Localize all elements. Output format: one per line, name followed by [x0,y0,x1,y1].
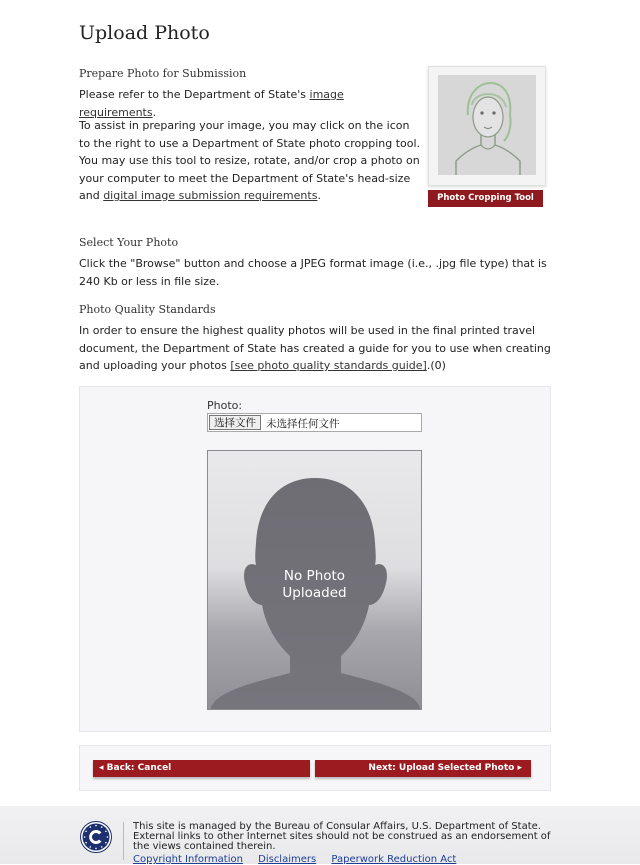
photo-quality-description: In order to ensure the highest quality photos will be used in the final printed travel document, the Department of State has created a guide for you to use when creating and uploading your photos [79,324,551,372]
cropping-tool-period: . [317,189,321,202]
copyright-information-link[interactable]: Copyright Information [133,854,243,865]
image-requirements-link[interactable]: image requirements [79,88,344,119]
footer-notice: This site is managed by the Bureau of Consular Affairs, U.S. Department of State. External links to other Internet sites should not be construed as an endorsement of the views contained therein. [133,821,551,852]
footer-links [133,854,468,865]
choose-file-button[interactable]: 选择文件 [209,415,261,430]
cropping-tool-text: To assist in preparing your image, you may click on the icon to the right to use a Department of State photo cropping tool. You may use this tool to resize, rotate, and/or crop a photo on your computer to meet the Department of State's head-size and [79,119,421,202]
select-photo-heading: Select Your Photo [79,236,179,249]
sample-portrait-icon [438,75,536,175]
no-photo-placeholder [208,568,421,602]
back-cancel-label: Back: Cancel [106,763,172,773]
consular-affairs-seal-icon [80,821,112,853]
back-cancel-button[interactable] [93,760,310,777]
caret-right-icon: ▸ [514,763,522,773]
prepare-photo-heading: Prepare Photo for Submission [79,67,247,80]
digital-image-requirements-link[interactable]: digital image submission requirements [103,189,318,202]
photo-file-input[interactable] [207,413,422,432]
no-photo-line1: No Photo [283,568,346,584]
photo-cropping-tool-thumbnail[interactable] [428,66,546,186]
page-title: Upload Photo [79,22,210,44]
photo-cropping-tool-button[interactable]: Photo Cropping Tool [428,190,543,207]
no-photo-line2: Uploaded [282,585,347,601]
prepare-intro-text: Please refer to the Department of State's [79,88,310,101]
select-photo-text: Click the "Browse" button and choose a JPEG format image (i.e., .jpg file type) that is 240 Kb or less in file size. [79,257,547,288]
prepare-photo-intro [79,86,419,121]
photo-quality-suffix: .(0) [426,359,446,372]
photo-field-label: Photo: [207,399,243,412]
photo-quality-heading: Photo Quality Standards [79,303,216,316]
footer-divider [123,822,124,860]
photo-preview [207,450,422,710]
file-status-text: 未选择任何文件 [266,418,340,430]
next-upload-label: Next: Upload Selected Photo [368,763,515,773]
photo-quality-guide-link[interactable]: [see photo quality standards guide] [230,359,427,372]
next-upload-button[interactable] [315,760,531,777]
caret-left-icon: ◂ [99,763,107,773]
prepare-intro-period: . [152,105,157,119]
cropping-tool-description [79,117,423,205]
photo-quality-text [79,322,551,375]
disclaimers-link[interactable]: Disclaimers [258,854,317,865]
paperwork-reduction-act-link[interactable]: Paperwork Reduction Act [331,854,457,865]
